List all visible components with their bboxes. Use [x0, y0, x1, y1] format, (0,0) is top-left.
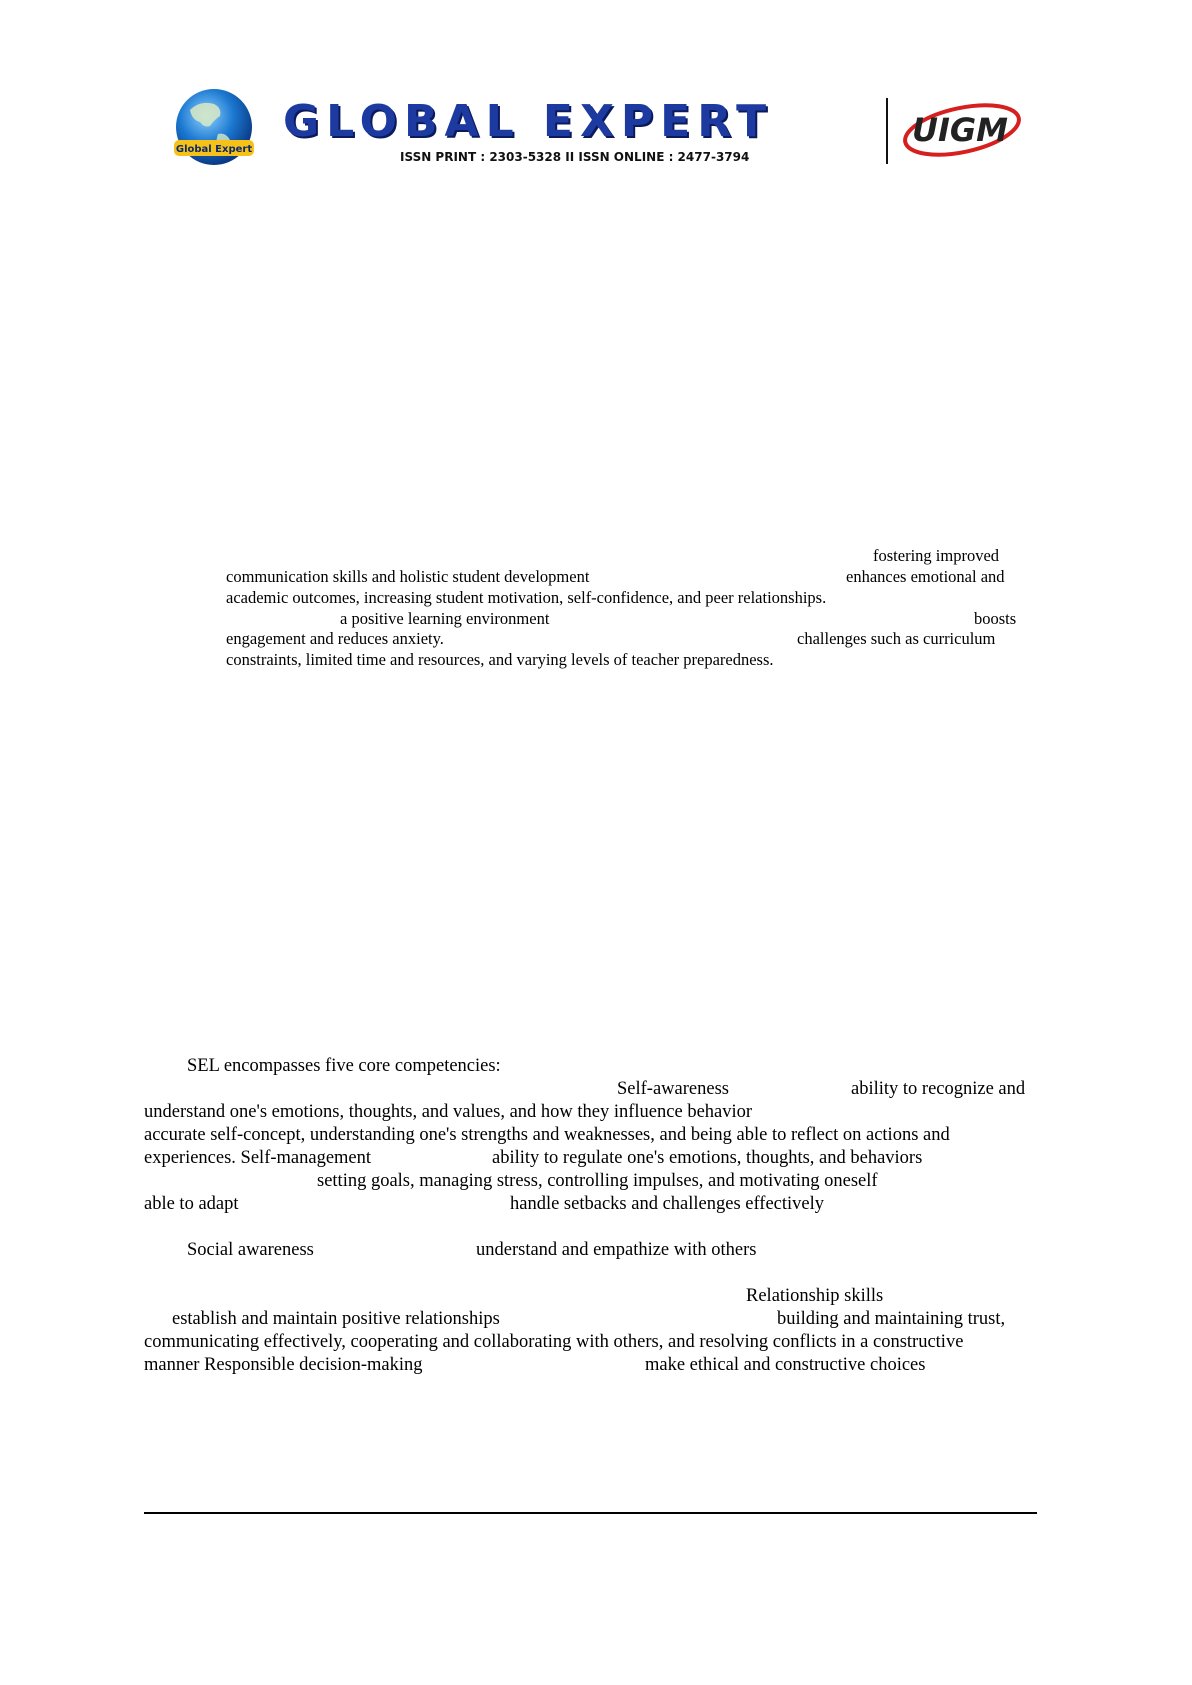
abstract-fragment: constraints, limited time and resources, and varying levels of teacher preparedness.	[226, 650, 774, 669]
issn-line: ISSN PRINT : 2303-5328 II ISSN ONLINE : 2477-3794	[400, 150, 750, 164]
body-fragment: establish and maintain positive relationships	[172, 1309, 500, 1329]
body-fragment: understand and empathize with others	[476, 1240, 757, 1260]
body-fragment: building and maintaining trust,	[777, 1309, 1006, 1329]
journal-title: GLOBAL EXPERT	[283, 96, 774, 147]
body-fragment: Relationship skills	[746, 1286, 884, 1306]
uigm-logo	[898, 98, 1024, 164]
footnote-divider	[144, 1512, 1037, 1514]
body-fragment: accurate self-concept, understanding one's strengths and weaknesses, and being able to reflect on actions and	[144, 1125, 950, 1145]
abstract-fragment: boosts	[974, 609, 1017, 628]
body-fragment: ability to regulate one's emotions, thoughts, and behaviors	[492, 1148, 923, 1168]
abstract-fragment: engagement and reduces anxiety.	[226, 629, 444, 648]
abstract-fragment: academic outcomes, increasing student motivation, self-confidence, and peer relationships.	[226, 588, 827, 607]
body-fragment: manner Responsible decision-making	[144, 1355, 423, 1375]
body-fragment: Social awareness	[187, 1240, 314, 1260]
body-fragment: experiences. Self-management	[144, 1148, 372, 1168]
body-fragment: SEL encompasses five core competencies:	[187, 1056, 501, 1076]
body-fragment: communicating effectively, cooperating and collaborating with others, and resolving conflicts in a constructive	[144, 1332, 964, 1352]
body-fragment: handle setbacks and challenges effectively	[510, 1194, 825, 1214]
logo-badge-text: Global Expert	[175, 144, 253, 155]
body-fragment: Self-awareness	[617, 1079, 729, 1099]
abstract-fragment: a positive learning environment	[340, 609, 550, 628]
body-fragment: setting goals, managing stress, controlling impulses, and motivating oneself	[317, 1171, 878, 1191]
abstract-fragment: challenges such as curriculum	[797, 629, 996, 648]
body-fragment: understand one's emotions, thoughts, and values, and how they influence behavior	[144, 1102, 753, 1122]
abstract-fragment: communication skills and holistic student development	[226, 567, 590, 586]
body-fragment: ability to recognize and	[851, 1079, 1026, 1099]
abstract-fragment: enhances emotional and	[846, 567, 1005, 586]
abstract-fragment: fostering improved	[873, 546, 1000, 565]
body-fragment: make ethical and constructive choices	[645, 1355, 926, 1375]
body-fragment: able to adapt	[144, 1194, 239, 1214]
uigm-logo-text: UIGM	[912, 111, 1008, 149]
globe-logo	[168, 86, 260, 168]
header-divider	[886, 98, 888, 164]
